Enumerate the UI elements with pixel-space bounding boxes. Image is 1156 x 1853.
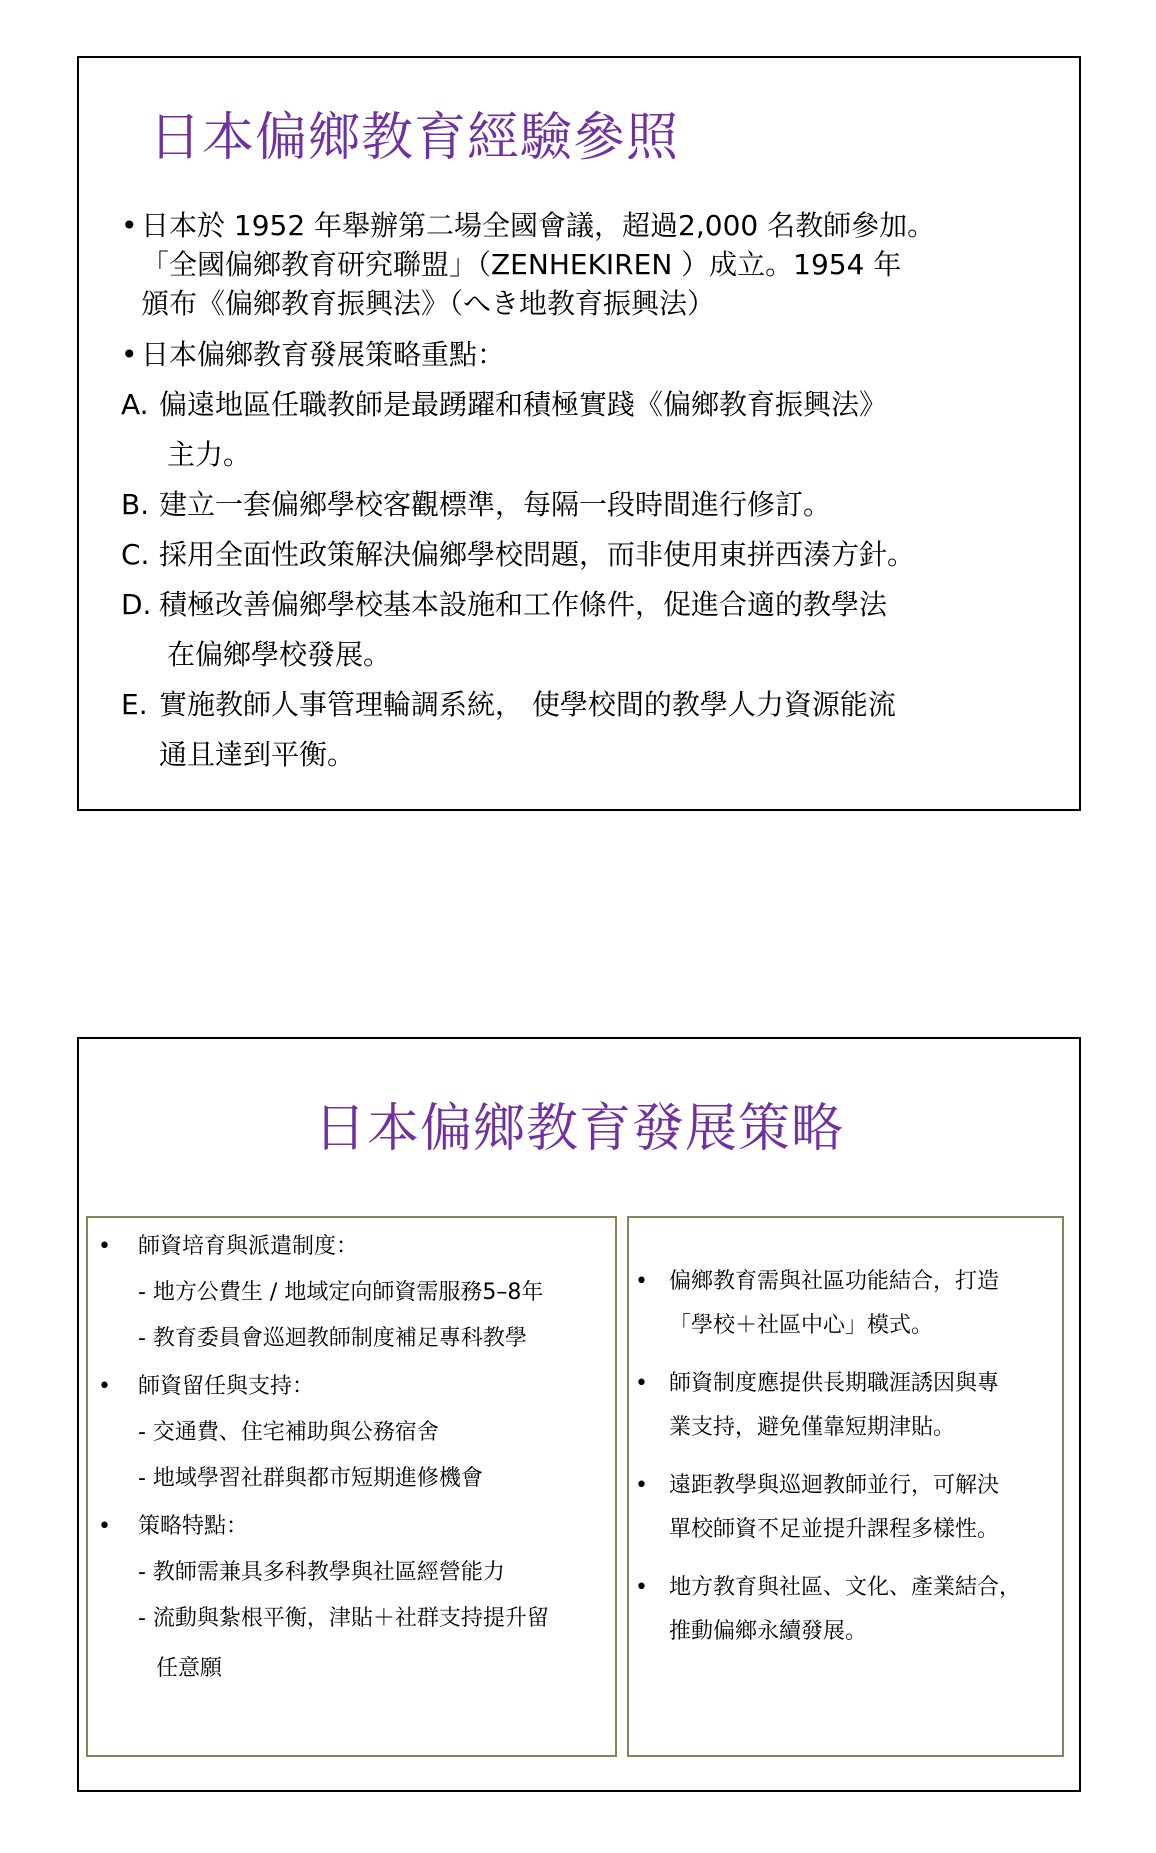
bullet-item	[98, 1372, 609, 1402]
list-item-text: 實施教師人事管理輪調系統， 使學校間的教學人力資源能流	[159, 688, 896, 721]
bullet-icon: •	[98, 1514, 111, 1539]
slide-1	[77, 56, 1081, 811]
sub-item: - 交通費、住宅補助與公務宿舍	[138, 1420, 439, 1445]
bullet-item	[635, 1260, 1056, 1348]
sub-item: - 流動與紮根平衡，津貼＋社群支持提升留	[138, 1606, 549, 1631]
list-item	[121, 485, 1059, 524]
bullet-text-line: 單校師資不足並提升課程多樣性。	[669, 1517, 1000, 1542]
right-column-box	[627, 1216, 1064, 1757]
list-item-text-continued: 主力。	[167, 438, 252, 471]
left-column-content	[98, 1232, 609, 1684]
bullet-item	[121, 206, 1059, 245]
bullet-icon: •	[121, 338, 138, 371]
slide-1-title: 日本偏鄉教育經驗參照	[149, 108, 680, 168]
list-item	[121, 685, 1059, 724]
bullet-icon: •	[635, 1371, 648, 1396]
slide-2	[77, 1037, 1081, 1792]
bullet-text-continued: 「全國偏鄉教育研究聯盟」（ZENHEKIREN ）成立。1954 年	[141, 248, 902, 281]
bullet-text-line: 師資制度應提供長期職涯誘因與專	[669, 1371, 1000, 1396]
list-item-label: C.	[121, 538, 150, 571]
sub-item: - 教師需兼具多科教學與社區經營能力	[138, 1560, 505, 1585]
bullet-item	[98, 1232, 609, 1262]
bullet-icon: •	[98, 1234, 111, 1259]
list-item-text: 採用全面性政策解決偏鄉學校問題，而非使用東拼西湊方針。	[159, 538, 916, 571]
bullet-item	[635, 1566, 1056, 1654]
slide-2-title: 日本偏鄉教育發展策略	[313, 1099, 844, 1159]
list-item-label: E.	[121, 688, 148, 721]
bullet-item	[635, 1464, 1056, 1552]
sub-item-continued: 任意願	[156, 1656, 223, 1681]
bullet-text-continued: 頒布《偏鄉教育振興法》（へき地教育振興法）	[141, 287, 716, 320]
list-item-label: B.	[121, 488, 150, 521]
list-item-text: 積極改善偏鄉學校基本設施和工作條件，促進合適的教學法	[159, 588, 888, 621]
bullet-text	[669, 1464, 999, 1552]
left-column-box	[86, 1216, 617, 1757]
list-item	[121, 385, 1059, 424]
list-item	[121, 535, 1059, 574]
bullet-text-line: 偏鄉教育需與社區功能結合，打造	[669, 1269, 1000, 1294]
sub-item: - 地方公費生 / 地域定向師資需服務5–8年	[138, 1280, 544, 1305]
bullet-icon: •	[121, 209, 138, 242]
bullet-item	[635, 1362, 1056, 1450]
sub-item: - 地域學習社群與都市短期進修機會	[138, 1466, 483, 1491]
bullet-text	[669, 1566, 1021, 1654]
bullet-text-line: 「學校＋社區中心」模式。	[669, 1313, 934, 1338]
list-item-text: 偏遠地區任職教師是最踴躍和積極實踐《偏鄉教育振興法》	[159, 388, 888, 421]
list-item-label: D.	[121, 588, 152, 621]
list-item-text-continued: 在偏鄉學校發展。	[167, 638, 392, 671]
bullet-text: 日本於 1952 年舉辦第二場全國會議，超過2,000 名教師參加。	[141, 209, 936, 242]
bullet-text-line: 推動偏鄉永續發展。	[669, 1619, 868, 1644]
bullet-text	[669, 1260, 999, 1348]
slide-1-body	[121, 206, 1059, 774]
bullet-heading: 師資培育與派遣制度：	[138, 1234, 359, 1259]
bullet-text-line: 遠距教學與巡迴教師並行，可解決	[669, 1473, 1000, 1498]
bullet-text	[669, 1362, 999, 1450]
sub-item: - 教育委員會巡迴教師制度補足專科教學	[138, 1326, 527, 1351]
right-column-content	[635, 1260, 1056, 1668]
bullet-icon: •	[635, 1269, 648, 1294]
bullet-icon: •	[635, 1473, 648, 1498]
list-item-label: A.	[121, 388, 149, 421]
bullet-text-line: 業支持，避免僅靠短期津貼。	[669, 1415, 956, 1440]
bullet-heading: 策略特點：	[138, 1514, 249, 1539]
bullet-icon: •	[635, 1575, 648, 1600]
bullet-item	[98, 1512, 609, 1542]
bullet-text-line: 地方教育與社區、文化、產業結合，	[669, 1575, 1022, 1600]
bullet-heading: 師資留任與支持：	[138, 1374, 315, 1399]
list-item-text-continued: 通且達到平衡。	[159, 738, 356, 771]
bullet-item	[121, 335, 1059, 374]
bullet-icon: •	[98, 1374, 111, 1399]
list-item	[121, 585, 1059, 624]
bullet-text: 日本偏鄉教育發展策略重點：	[141, 338, 506, 371]
list-item-text: 建立一套偏鄉學校客觀標準，每隔一段時間進行修訂。	[159, 488, 832, 521]
